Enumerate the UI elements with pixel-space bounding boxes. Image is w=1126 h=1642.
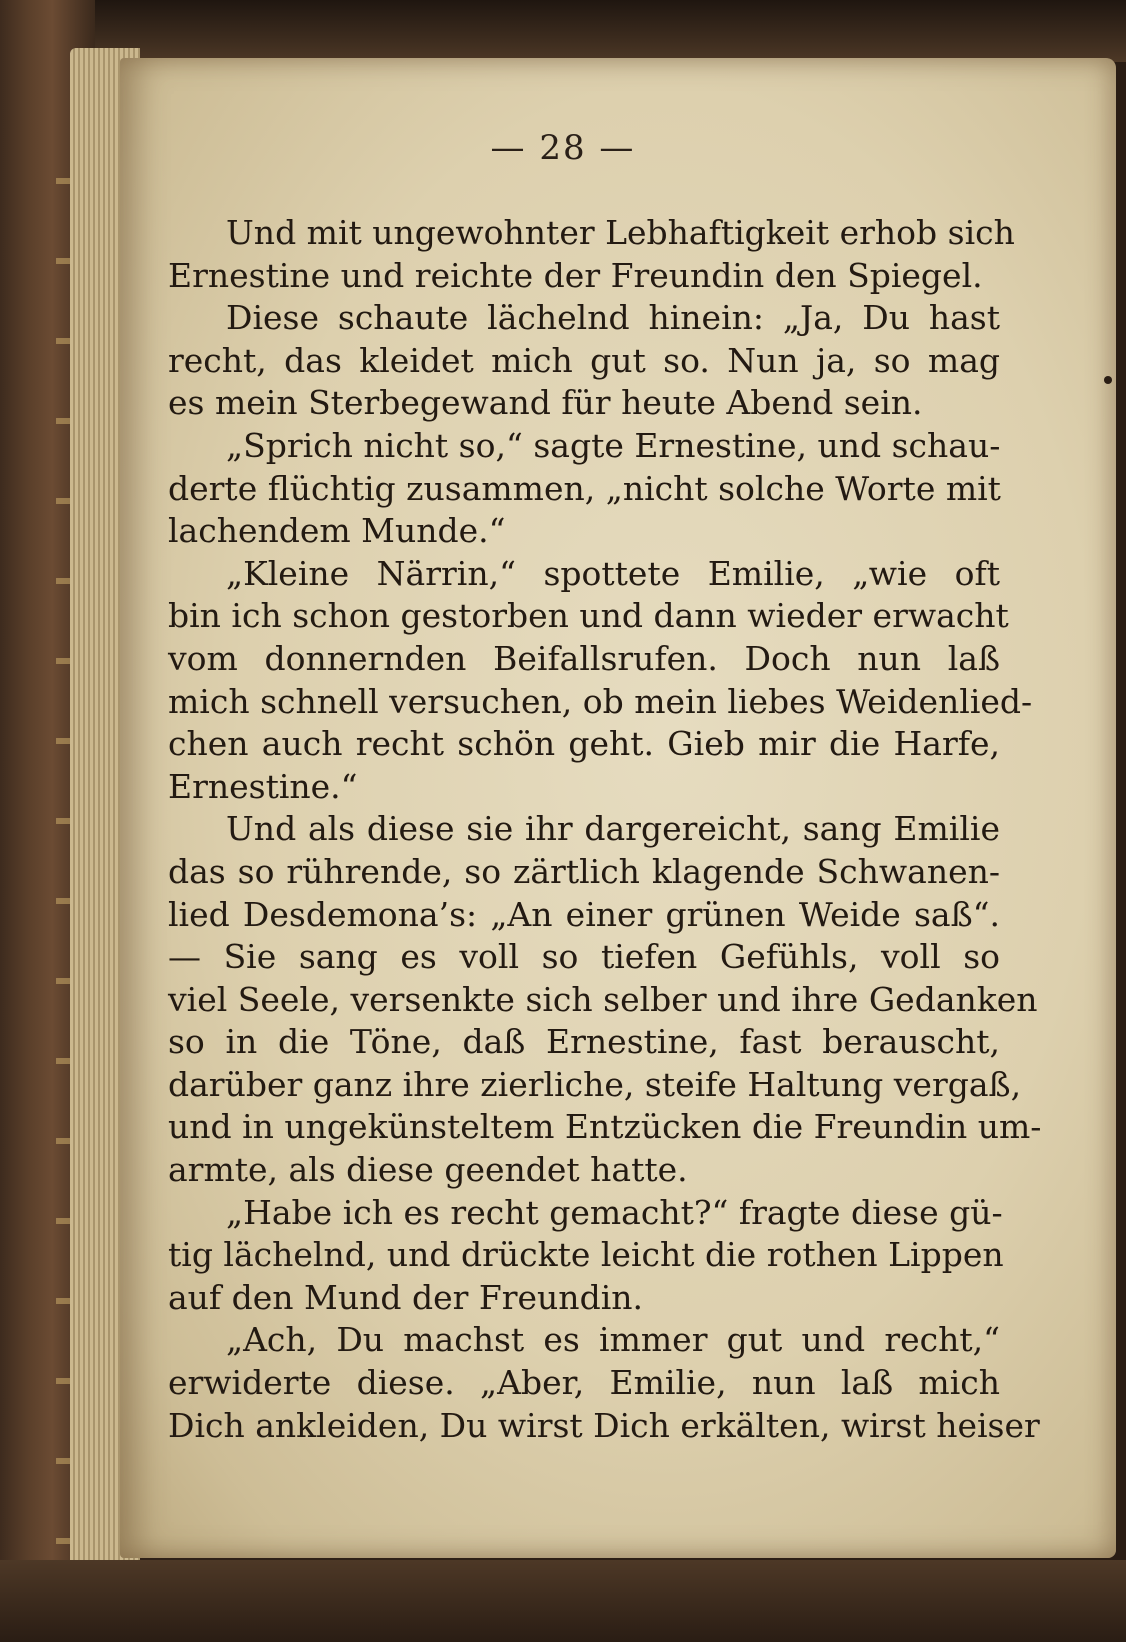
text-line: lachendem Munde.“ bbox=[168, 511, 506, 551]
body-text bbox=[168, 212, 1042, 1447]
book-cover-top bbox=[0, 0, 1126, 62]
text-line: Und als diese sie ihr dargereicht, sang Emilie bbox=[226, 809, 1000, 849]
text-line: das so rührende, so zärtlich klagende Schwanen- bbox=[168, 851, 1000, 891]
text-line: Ernestine.“ bbox=[168, 766, 358, 806]
text-line: recht, das kleidet mich gut so. Nun ja, so mag bbox=[168, 340, 1000, 380]
text-line: „Habe ich es recht gemacht?“ fragte diese gü- bbox=[226, 1192, 1003, 1232]
text-line: es mein Sterbegewand für heute Abend sein. bbox=[168, 383, 923, 423]
text-line: und in ungekünsteltem Entzücken die Freundin um- bbox=[168, 1107, 1042, 1147]
text-line: „Kleine Närrin,“ spottete Emilie, „wie oft bbox=[226, 553, 1000, 593]
text-line: „Sprich nicht so,“ sagte Ernestine, und schau- bbox=[226, 425, 1001, 465]
text-line: Ernestine und reichte der Freundin den Spiegel. bbox=[168, 255, 983, 295]
text-line: — Sie sang es voll so tiefen Gefühls, voll so bbox=[168, 937, 1000, 977]
text-line: armte, als diese geendet hatte. bbox=[168, 1150, 688, 1190]
page-number: — 28 — bbox=[490, 128, 636, 168]
text-line: so in die Töne, daß Ernestine, fast berauscht, bbox=[168, 1022, 1000, 1062]
text-line: erwiderte diese. „Aber, Emilie, nun laß mich bbox=[168, 1363, 1000, 1403]
book-cover-bottom bbox=[0, 1560, 1126, 1642]
page-edge-mark bbox=[1104, 376, 1112, 384]
text-line: vom donnernden Beifallsrufen. Doch nun laß bbox=[168, 638, 1000, 678]
text-line: chen auch recht schön geht. Gieb mir die Harfe, bbox=[168, 724, 1000, 764]
text-line: „Ach, Du machst es immer gut und recht,“ bbox=[226, 1320, 1000, 1360]
text-line: derte flüchtig zusammen, „nicht solche Worte mit bbox=[168, 468, 1001, 508]
text-line: lied Desdemona’s: „An einer grünen Weide saß“. bbox=[168, 894, 1000, 934]
text-line: bin ich schon gestorben und dann wieder erwacht bbox=[168, 596, 1009, 636]
text-line: mich schnell versuchen, ob mein liebes Weidenlied- bbox=[168, 681, 1033, 721]
text-line: darüber ganz ihre zierliche, steife Haltung vergaß, bbox=[168, 1064, 1022, 1104]
text-line: viel Seele, versenkte sich selber und ihre Gedanken bbox=[168, 979, 1038, 1019]
text-line: Diese schaute lächelnd hinein: „Ja, Du hast bbox=[226, 298, 1000, 338]
text-line: Und mit ungewohnter Lebhaftigkeit erhob sich bbox=[226, 213, 1015, 252]
text-line: auf den Mund der Freundin. bbox=[168, 1277, 643, 1317]
text-line: tig lächelnd, und drückte leicht die rothen Lippen bbox=[168, 1235, 1004, 1275]
text-line: Dich ankleiden, Du wirst Dich erkälten, wirst heiser bbox=[168, 1405, 1040, 1445]
